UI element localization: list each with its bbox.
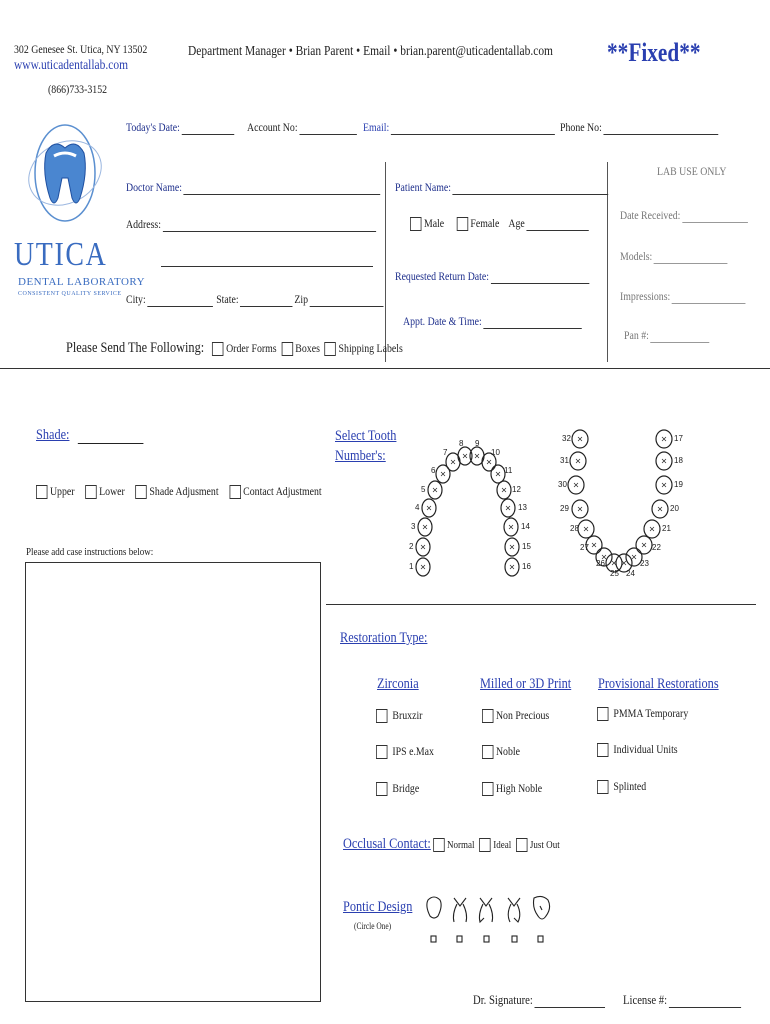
section-divider — [326, 604, 756, 605]
tooth-number-label: 7 — [443, 448, 448, 457]
impressions-field[interactable]: Impressions: — [620, 289, 770, 304]
patient-name-field[interactable]: Patient Name: — [395, 180, 655, 195]
tooth-mark — [662, 437, 666, 441]
tooth-number-label: 30 — [558, 480, 567, 489]
tooth-mark — [463, 454, 467, 458]
lab-address: 302 Genesee St. Utica, NY 13502 — [14, 42, 148, 56]
tooth-number-label: 9 — [475, 439, 480, 448]
tooth-mark — [433, 488, 437, 492]
tooth-mark — [592, 543, 596, 547]
doctor-address-field[interactable]: Address: — [126, 217, 431, 232]
tooth-number-label: 29 — [560, 504, 569, 513]
tooth-number-label: 19 — [674, 480, 683, 489]
tooth-mark — [502, 488, 506, 492]
todays-date-field[interactable]: Today's Date: — [126, 120, 258, 135]
tooth-mark — [632, 555, 636, 559]
option-bridge[interactable]: Bridge — [376, 781, 429, 796]
logo-subtitle: DENTAL LABORATORY — [18, 276, 146, 288]
lab-website[interactable]: www.uticadentallab.com — [14, 58, 129, 73]
tooth-mark — [496, 472, 500, 476]
tooth-number-label: 6 — [431, 466, 436, 475]
tooth-number-label: 14 — [521, 522, 530, 531]
male-checkbox[interactable] — [410, 217, 421, 231]
option-non-precious[interactable]: Non Precious — [482, 708, 564, 723]
tooth-mark — [421, 565, 425, 569]
pontic-design-label: Pontic Design — [343, 899, 413, 915]
order-forms-checkbox[interactable] — [212, 342, 223, 356]
option-ips-emax[interactable]: IPS e.Max — [376, 744, 447, 759]
tooth-logo-icon — [24, 118, 106, 228]
date-received-field[interactable]: Date Received: — [620, 208, 770, 223]
tooth-number-label: 20 — [670, 504, 679, 513]
tooth-number-label: 22 — [652, 543, 661, 552]
option-splinted[interactable]: Splinted — [597, 779, 657, 794]
tooth-mark — [662, 459, 666, 463]
lab-phone: (866)733-3152 — [48, 82, 108, 96]
email-field[interactable]: Email: — [363, 120, 597, 135]
shade-options-row: Upper Lower Shade Adjusment Contact Adjustment — [36, 484, 384, 499]
tooth-number-label: 28 — [570, 524, 579, 533]
shade-field[interactable]: Shade: — [36, 427, 167, 444]
lower-checkbox[interactable] — [85, 485, 96, 499]
lower-arch-diagram[interactable] — [560, 425, 690, 575]
tooth-mark — [451, 460, 455, 464]
tooth-mark — [506, 506, 510, 510]
shade-adjustment-checkbox[interactable] — [135, 485, 146, 499]
tooth-number-label: 18 — [674, 456, 683, 465]
upper-arch-diagram[interactable] — [405, 430, 530, 580]
occlusal-ideal-checkbox[interactable] — [479, 838, 490, 852]
tooth-number-label: 31 — [560, 456, 569, 465]
pontic-conical-icon — [534, 896, 550, 919]
tooth-mark — [578, 437, 582, 441]
shipping-labels-checkbox[interactable] — [325, 342, 336, 356]
tooth-number-label: 11 — [504, 466, 513, 475]
section-divider — [0, 368, 770, 369]
tooth-number-label: 13 — [518, 503, 527, 512]
status-fixed: **Fixed** — [607, 38, 701, 67]
account-no-field[interactable]: Account No: — [247, 120, 381, 135]
pontic-ridge-lap-icon — [453, 898, 466, 922]
tooth-mark — [510, 545, 514, 549]
age-input[interactable] — [526, 219, 588, 231]
tooth-number-label: 3 — [411, 522, 416, 531]
tooth-number-label: 16 — [522, 562, 531, 571]
tooth-number-label: 32 — [562, 434, 571, 443]
option-bruxzir[interactable]: Bruxzir — [376, 708, 433, 723]
option-high-noble[interactable]: High Noble — [482, 781, 555, 796]
tooth-number-label: 25 — [610, 569, 619, 578]
tooth-mark — [650, 527, 654, 531]
instructions-textarea[interactable] — [25, 562, 321, 1002]
dr-signature-field[interactable]: Dr. Signature: — [473, 992, 634, 1008]
logo-tagline: CONSISTENT QUALITY SERVICE — [18, 291, 122, 297]
option-individual-units[interactable]: Individual Units — [597, 742, 695, 757]
tooth-number-label: 26 — [596, 559, 605, 568]
restoration-type-label: Restoration Type: — [340, 630, 428, 646]
tooth-number-label: 12 — [512, 485, 521, 494]
tooth-mark — [576, 459, 580, 463]
tooth-number-label: 5 — [421, 485, 426, 494]
tooth-mark — [423, 525, 427, 529]
tooth-mark — [642, 543, 646, 547]
tooth-number-label: 24 — [626, 569, 635, 578]
pontic-ovate-icon — [427, 897, 441, 918]
requested-return-date-field[interactable]: Requested Return Date: — [395, 269, 632, 284]
pontic-sanitary-icon — [508, 898, 520, 922]
tooth-mark — [584, 527, 588, 531]
tooth-number-label: 27 — [580, 543, 589, 552]
tooth-mark — [441, 472, 445, 476]
boxes-checkbox[interactable] — [281, 342, 292, 356]
col-header-provisional: Provisional Restorations — [598, 676, 719, 692]
pontic-modified-ridge-icon — [479, 898, 492, 922]
option-pmma-temporary[interactable]: PMMA Temporary — [597, 706, 708, 721]
city-state-zip-field[interactable]: City: State: Zip — [126, 292, 440, 307]
tooth-mark — [421, 545, 425, 549]
phone-no-field[interactable]: Phone No: — [560, 120, 753, 135]
female-checkbox[interactable] — [456, 217, 467, 231]
tooth-mark — [487, 460, 491, 464]
sex-age-row: Male Female Age — [410, 216, 628, 231]
logo-name: UTICA — [14, 236, 108, 273]
tooth-mark — [658, 507, 662, 511]
occlusal-contact-row: Occlusal Contact: Normal Ideal Just Out — [343, 836, 560, 852]
tooth-number-label: 8 — [459, 439, 464, 448]
tooth-mark — [427, 506, 431, 510]
tooth-mark — [578, 507, 582, 511]
doctor-name-field[interactable]: Doctor Name: — [126, 180, 436, 195]
select-tooth-label: Select Tooth Number's: — [335, 428, 397, 464]
tooth-mark — [662, 483, 666, 487]
models-field[interactable]: Models: — [620, 249, 751, 264]
instructions-label: Please add case instructions below: — [26, 546, 154, 558]
tooth-number-label: 15 — [522, 542, 531, 551]
appt-date-field[interactable]: Appt. Date & Time: — [403, 314, 621, 329]
upper-checkbox[interactable] — [36, 485, 47, 499]
tooth-mark — [509, 525, 513, 529]
manager-line: Department Manager • Brian Parent • Email • brian.parent@uticadentallab.com — [188, 44, 553, 59]
col-header-zirconia: Zirconia — [377, 676, 419, 692]
tooth-number-label: 2 — [409, 542, 414, 551]
address-line-2[interactable] — [161, 266, 373, 267]
tooth-mark — [574, 483, 578, 487]
pan-field[interactable]: Pan #: — [624, 328, 728, 343]
tooth-mark — [475, 454, 479, 458]
option-noble[interactable]: Noble — [482, 744, 528, 759]
send-following-row: Please Send The Following: Order Forms Boxes Shipping Labels — [66, 340, 403, 356]
pontic-circle-one: (Circle One) — [354, 921, 392, 931]
occlusal-normal-checkbox[interactable] — [433, 838, 444, 852]
pontic-options[interactable] — [424, 894, 559, 948]
col-header-milled: Milled or 3D Print — [480, 676, 572, 692]
tooth-number-label: 17 — [674, 434, 683, 443]
lab-use-title: LAB USE ONLY — [657, 164, 727, 178]
contact-adjustment-checkbox[interactable] — [229, 485, 240, 499]
tooth-number-label: 4 — [415, 503, 420, 512]
tooth-number-label: 10 — [491, 448, 500, 457]
license-field[interactable]: License #: — [623, 992, 767, 1008]
tooth-number-label: 23 — [640, 559, 649, 568]
tooth-mark — [510, 565, 514, 569]
tooth-number-label: 21 — [662, 524, 671, 533]
tooth-number-label: 1 — [409, 562, 414, 571]
occlusal-just-out-checkbox[interactable] — [516, 838, 527, 852]
